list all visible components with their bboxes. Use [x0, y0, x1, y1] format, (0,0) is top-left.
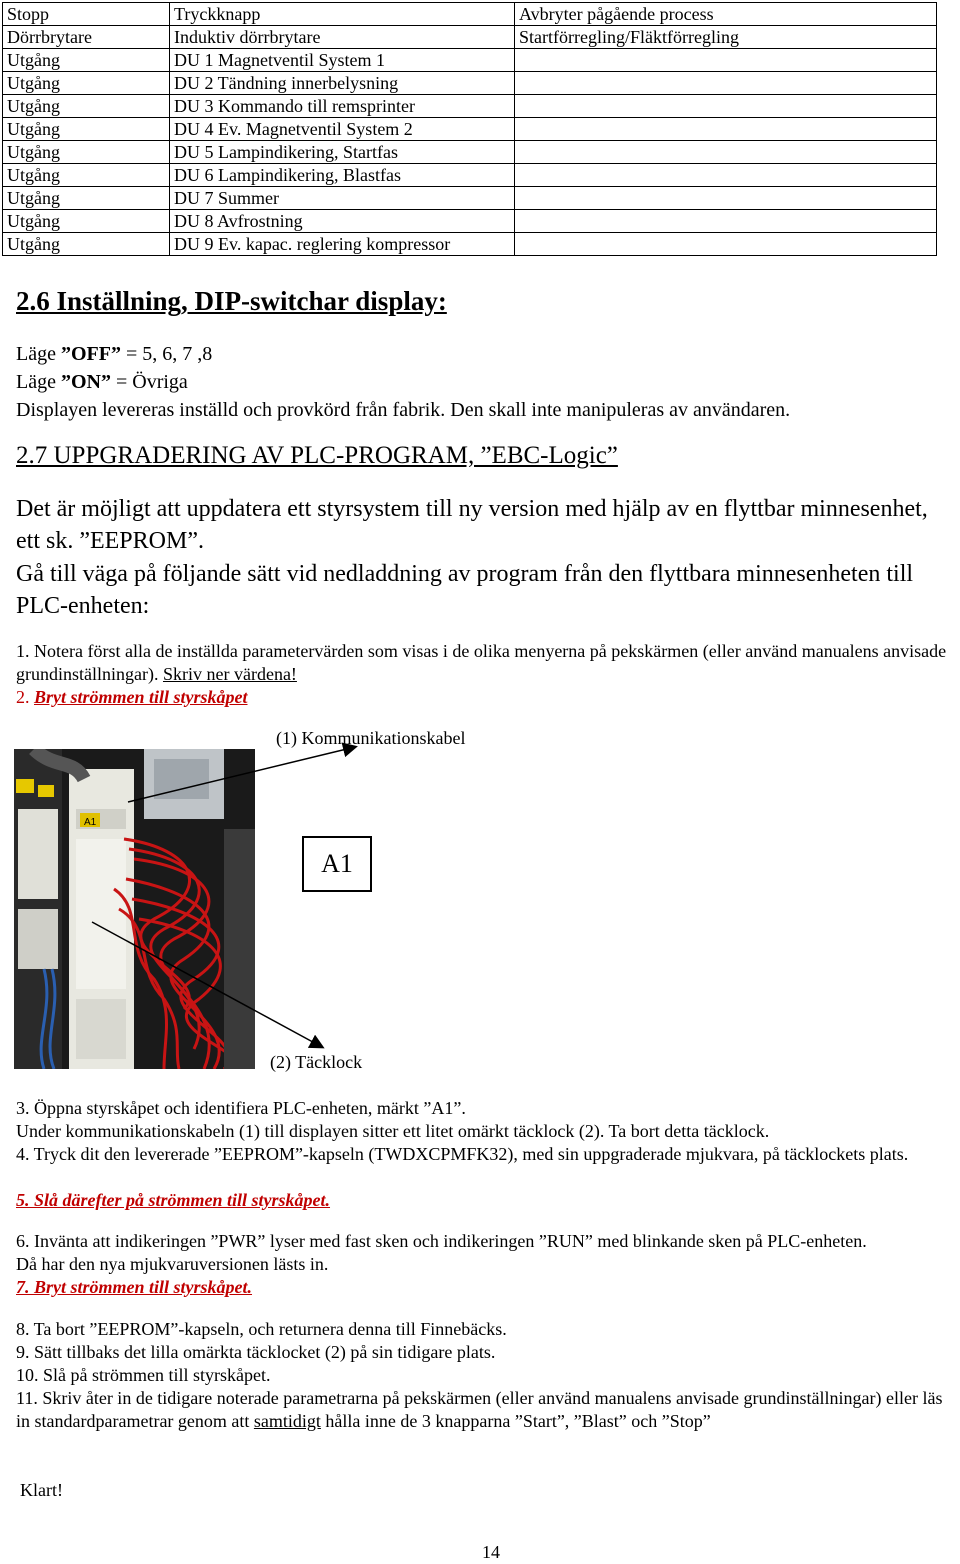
table-row — [3, 141, 937, 164]
table-row — [3, 164, 937, 187]
step-6-b: Då har den nya mjukvaruversionen lästs in. — [16, 1254, 329, 1274]
table-cell: Induktiv dörrbrytare — [170, 26, 515, 49]
step-3-b: Under kommunikationskabeln (1) till displayen sitter ett litet omärkt täcklock (2). Ta bort detta täcklock. — [16, 1121, 770, 1141]
table-row — [3, 118, 937, 141]
table-cell — [515, 187, 937, 210]
table-cell: Utgång — [3, 210, 170, 233]
table-cell: DU 3 Kommando till remsprinter — [170, 95, 515, 118]
table-cell: Utgång — [3, 72, 170, 95]
table-cell: Utgång — [3, 95, 170, 118]
intro-paragraph-1: Det är möjligt att uppdatera ett styrsystem till ny version med hjälp av en flyttbar minnesenhet, ett sk. ”EEPROM”. — [16, 496, 928, 554]
table-cell: DU 8 Avfrostning — [170, 210, 515, 233]
step-7: 7. Bryt strömmen till styrskåpet. — [16, 1277, 253, 1297]
step-2-number: 2. — [16, 687, 34, 707]
section-2-7-heading: 2.7 UPPGRADERING AV PLC-PROGRAM, ”EBC-Logic” — [16, 442, 618, 469]
table-row — [3, 233, 937, 256]
dip-note: Displayen levereras inställd och provkörd från fabrik. Den skall inte manipuleras av användaren. — [16, 399, 791, 421]
dip-on-value: = Övriga — [110, 371, 188, 393]
table-cell: DU 6 Lampindikering, Blastfas — [170, 164, 515, 187]
io-table — [2, 2, 937, 256]
intro-paragraph-2: Gå till väga på följande sätt vid nedladdning av program från den flyttbara minnesenheten till PLC-enheten: — [16, 561, 914, 619]
done-text: Klart! — [20, 1480, 63, 1500]
section-2-6-heading: 2.6 Inställning, DIP-switchar display: — [16, 286, 447, 316]
table-cell — [515, 72, 937, 95]
dip-off-line — [16, 340, 212, 368]
step-5: 5. Slå därefter på strömmen till styrskåpet. — [16, 1190, 331, 1210]
step-11-text-b: hålla inne de 3 knapparna ”Start”, ”Blast” och ”Stop” — [320, 1411, 711, 1431]
table-cell: Startförregling/Fläktförregling — [515, 26, 937, 49]
step-11 — [16, 1387, 956, 1433]
table-row — [3, 187, 937, 210]
table-cell: DU 2 Tändning innerbelysning — [170, 72, 515, 95]
step-1-text: 1. Notera först alla de inställda parametervärden som visas i de olika menyerna på pekskärmen (eller använd manualens anvisade grundinställningar). — [16, 641, 947, 684]
table-cell — [515, 210, 937, 233]
table-cell: DU 5 Lampindikering, Startfas — [170, 141, 515, 164]
step-9: 9. Sätt tillbaks det lilla omärkta täcklocket (2) på sin tidigare plats. — [16, 1342, 496, 1362]
figure-label-a1: A1 — [302, 836, 372, 892]
page-number: 14 — [482, 1542, 500, 1562]
table-cell: Utgång — [3, 164, 170, 187]
table-cell — [515, 164, 937, 187]
table-cell: DU 1 Magnetventil System 1 — [170, 49, 515, 72]
step-10: 10. Slå på strömmen till styrskåpet. — [16, 1365, 271, 1385]
table-cell — [515, 49, 937, 72]
dip-on-word: ”ON” — [60, 371, 111, 393]
dip-off-word: ”OFF” — [60, 343, 121, 365]
table-cell: Utgång — [3, 141, 170, 164]
table-cell: Dörrbrytare — [3, 26, 170, 49]
table-cell: Tryckknapp — [170, 3, 515, 26]
step-1 — [16, 640, 951, 686]
step-1-emphasis: Skriv ner värdena! — [162, 664, 297, 684]
step-3-a: 3. Öppna styrskåpet och identifiera PLC-enheten, märkt ”A1”. — [16, 1098, 466, 1118]
table-row — [3, 210, 937, 233]
table-row — [3, 3, 937, 26]
dip-on-line — [16, 368, 188, 396]
figure-label-cover: (2) Täcklock — [270, 1052, 363, 1072]
dip-off-value: = 5, 6, 7 ,8 — [120, 343, 213, 365]
table-row — [3, 26, 937, 49]
table-cell: Stopp — [3, 3, 170, 26]
table-row — [3, 49, 937, 72]
table-cell — [515, 233, 937, 256]
step-8: 8. Ta bort ”EEPROM”-kapseln, och returnera denna till Finnebäcks. — [16, 1319, 507, 1339]
table-cell: Utgång — [3, 49, 170, 72]
figure-label-communication-cable: (1) Kommunikationskabel — [276, 728, 466, 748]
step-11-emphasis: samtidigt — [253, 1411, 321, 1431]
table-cell: Utgång — [3, 233, 170, 256]
step-11-text-a: 11. Skriv åter in de tidigare noterade parametrarna på pekskärmen (eller använd manualens anvisade grundinställningar) eller läs in standardparametrar genom att — [16, 1388, 943, 1431]
table-cell: Avbryter pågående process — [515, 3, 937, 26]
step-2-text: Bryt strömmen till styrskåpet — [34, 687, 248, 707]
table-cell: DU 9 Ev. kapac. reglering kompressor — [170, 233, 515, 256]
table-cell — [515, 95, 937, 118]
svg-text:A1: A1 — [84, 817, 97, 828]
dip-off-prefix: Läge — [16, 343, 61, 365]
step-6-a: 6. Invänta att indikeringen ”PWR” lyser med fast sken och indikeringen ”RUN” med blinkande sken på PLC-enheten. — [16, 1231, 867, 1251]
step-4: 4. Tryck dit den levererade ”EEPROM”-kapseln (TWDXCPMFK32), med sin uppgraderade mjukvara, på täcklockets plats. — [16, 1144, 909, 1164]
table-row — [3, 95, 937, 118]
dip-on-prefix: Läge — [16, 371, 61, 393]
table-row — [3, 72, 937, 95]
table-cell — [515, 118, 937, 141]
table-cell: Utgång — [3, 118, 170, 141]
table-cell: DU 4 Ev. Magnetventil System 2 — [170, 118, 515, 141]
table-cell — [515, 141, 937, 164]
table-cell: DU 7 Summer — [170, 187, 515, 210]
table-cell: Utgång — [3, 187, 170, 210]
